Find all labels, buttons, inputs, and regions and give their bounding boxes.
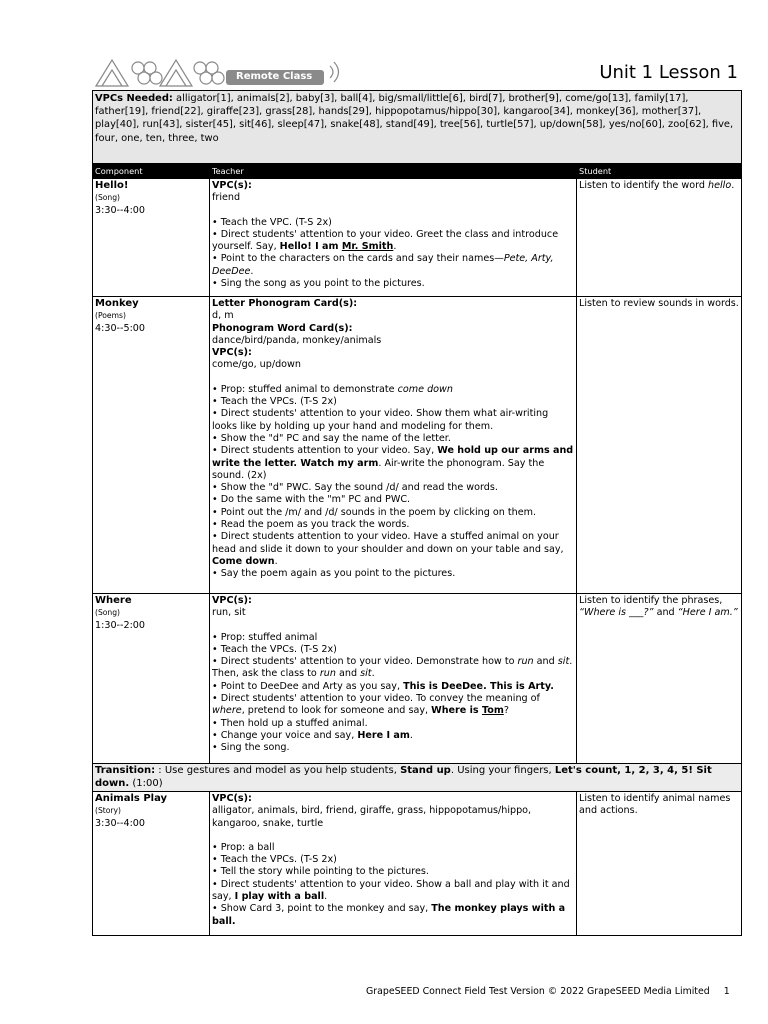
- list-item: • Change your voice and say, Here I am.: [212, 730, 574, 742]
- list-item: • Say the poem again as you point to the pictures.: [212, 568, 574, 580]
- list-item: • Direct students' attention to your video. Greet the class and introduce yourself. Say, Hello! I am Mr. Smith.: [212, 229, 574, 254]
- list-item: • Direct students' attention to your video. To convey the meaning of where, pretend to look for someone and say, Where is Tom?: [212, 693, 574, 718]
- component-cell-where: [93, 594, 210, 764]
- teacher-cell-animals-play: [210, 792, 577, 936]
- table-row-where: [93, 594, 742, 764]
- vpcs-needed-row: [93, 91, 742, 164]
- page-number: 1: [723, 986, 730, 997]
- component-time: 1:30--2:00: [95, 619, 146, 631]
- footer-text: GrapeSEED Connect Field Test Version © 2022 GrapeSEED Media Limited: [366, 986, 710, 997]
- transition-row: [93, 764, 742, 792]
- vpc-value: friend: [212, 192, 241, 204]
- list-item: • Show the "d" PWC. Say the sound /d/ and read the words.: [212, 482, 574, 494]
- lpc-value: d, m: [212, 310, 234, 322]
- component-time: 3:30--4:00: [95, 817, 146, 829]
- component-type: (Song): [95, 193, 121, 203]
- table-row-monkey: [93, 297, 742, 594]
- list-item: • Sing the song as you point to the pictures.: [212, 278, 574, 290]
- list-item: • Then hold up a stuffed animal.: [212, 718, 574, 730]
- list-item: • Sing the song.: [212, 742, 574, 754]
- vpc-value: come/go, up/down: [212, 359, 301, 371]
- teacher-cell-hello: [210, 179, 577, 297]
- vpc-value: alligator, animals, bird, friend, giraffe, grass, hippopotamus/hippo, kangaroo, snake, turtle: [212, 805, 532, 829]
- vpc-label: VPC(s):: [212, 595, 252, 606]
- vpcs-list: alligator[1], animals[2], baby[3], ball[4], big/small/little[6], bird[7], brother[9], come/go[13], family[17], father[19], friend[22], giraffe[23], grass[28], hands[29], hippopotamus/hippo[30], kangaroo[34], monkey[36], mother[37], play[40], run[43], sister[45], sit[46], sleep[47], snake[48], stand[49], tree[56], turtle[57], up/down[58], yes/no[60], zoo[62], five, four, one, ten, three, two: [95, 93, 734, 144]
- list-item: • Do the same with the "m" PC and PWC.: [212, 494, 574, 506]
- component-type: (Story): [95, 806, 121, 816]
- list-item: • Read the poem as you track the words.: [212, 519, 574, 531]
- list-item: • Teach the VPC. (T-S 2x): [212, 217, 574, 229]
- list-item: • Teach the VPCs. (T-S 2x): [212, 396, 574, 408]
- list-item: • Prop: stuffed animal: [212, 632, 574, 644]
- student-cell-where: Listen to identify the phrases, “Where is ___?” and “Here I am.”: [577, 594, 742, 764]
- page-footer: [366, 986, 730, 997]
- list-item: • Point to the characters on the cards and say their names—Pete, Arty, DeeDee.: [212, 253, 574, 278]
- vpcs-label: VPCs Needed:: [95, 93, 173, 104]
- component-time: 3:30--4:00: [95, 204, 146, 216]
- component-type: (Song): [95, 608, 121, 618]
- lesson-title: Unit 1 Lesson 1: [599, 62, 738, 83]
- component-cell-animals-play: [93, 792, 210, 936]
- component-cell-monkey: [93, 297, 210, 594]
- vpcs-needed-cell: [93, 91, 742, 164]
- remote-class-logo: [94, 56, 344, 90]
- teacher-cell-monkey: [210, 297, 577, 594]
- col-header-student: Student: [577, 164, 742, 179]
- component-time: 4:30--5:00: [95, 322, 146, 334]
- component-name: Hello!: [95, 180, 129, 191]
- component-type: (Poems): [95, 311, 126, 321]
- pwc-label: Phonogram Word Card(s):: [212, 322, 353, 334]
- list-item: • Show Card 3, point to the monkey and say, The monkey plays with a ball.: [212, 903, 574, 928]
- list-item: • Show the "d" PC and say the name of the letter.: [212, 433, 574, 445]
- list-item: • Direct students' attention to your video. Demonstrate how to run and sit. Then, ask the class to run and sit.: [212, 656, 574, 681]
- list-item: • Direct students' attention to your video. Show them what air-writing looks like by holding up your hand and modeling for them.: [212, 408, 574, 433]
- list-item: • Teach the VPCs. (T-S 2x): [212, 644, 574, 656]
- component-name: Monkey: [95, 298, 139, 309]
- student-cell-monkey: Listen to review sounds in words.: [577, 297, 742, 594]
- list-item: • Tell the story while pointing to the pictures.: [212, 866, 574, 878]
- student-cell-hello: Listen to identify the word hello.: [577, 179, 742, 297]
- list-item: • Teach the VPCs. (T-S 2x): [212, 854, 574, 866]
- lpc-label: Letter Phonogram Card(s):: [212, 298, 358, 309]
- lesson-plan-table: [92, 90, 742, 936]
- teacher-cell-where: [210, 594, 577, 764]
- vpc-label: VPC(s):: [212, 180, 252, 191]
- vpc-label: VPC(s):: [212, 347, 252, 359]
- table-row-animals-play: [93, 792, 742, 936]
- logo-text: Remote Class: [236, 71, 313, 82]
- vpc-label: VPC(s):: [212, 793, 252, 804]
- student-cell-animals-play: Listen to identify animal names and actions.: [577, 792, 742, 936]
- list-item: • Prop: a ball: [212, 842, 574, 854]
- list-item: • Direct students attention to your video. Say, We hold up our arms and write the letter. Watch my arm. Air-write the phonogram. Say the sound. (2x): [212, 445, 574, 482]
- list-item: • Point to DeeDee and Arty as you say, This is DeeDee. This is Arty.: [212, 681, 574, 693]
- pwc-value: dance/bird/panda, monkey/animals: [212, 334, 382, 346]
- component-name: Where: [95, 595, 132, 606]
- transition-cell: Transition: : Use gestures and model as you help students, Stand up. Using your fingers, Let's count, 1, 2, 3, 4, 5! Sit down. (1:00): [93, 764, 742, 792]
- table-header-row: [93, 164, 742, 179]
- list-item: • Prop: stuffed animal to demonstrate come down: [212, 384, 574, 396]
- list-item: • Direct students' attention to your video. Show a ball and play with it and say, I play with a ball.: [212, 879, 574, 904]
- vpc-value: run, sit: [212, 607, 246, 619]
- list-item: • Direct students attention to your video. Have a stuffed animal on your head and slide it down to your shoulder and down on your table and say, Come down.: [212, 531, 574, 568]
- component-name: Animals Play: [95, 793, 168, 804]
- list-item: • Point out the /m/ and /d/ sounds in the poem by clicking on them.: [212, 507, 574, 519]
- table-row-hello: [93, 179, 742, 297]
- col-header-component: Component: [93, 164, 210, 179]
- col-header-teacher: Teacher: [210, 164, 577, 179]
- component-cell-hello: [93, 179, 210, 297]
